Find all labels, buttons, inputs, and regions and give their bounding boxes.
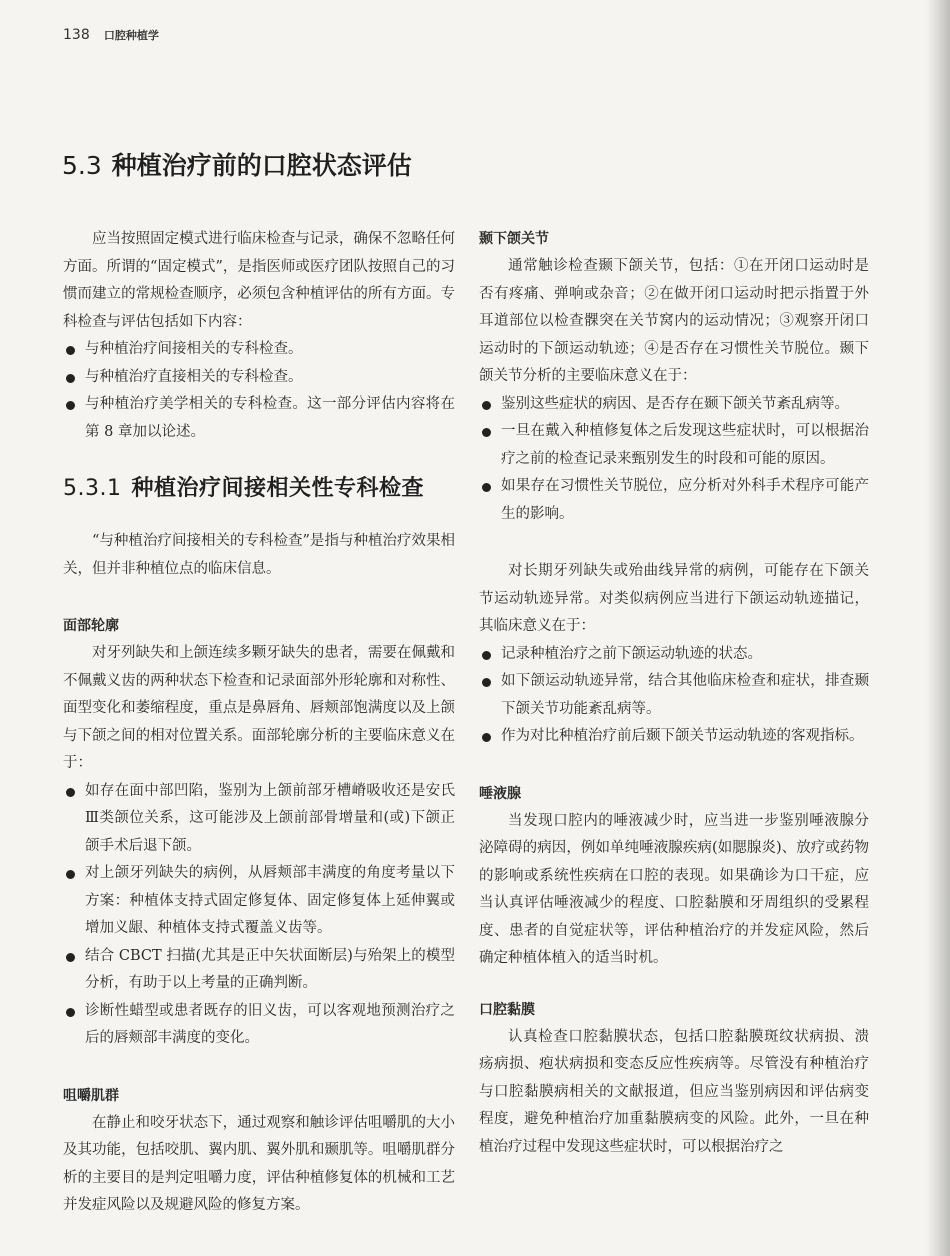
oral-mucosa-heading: 口腔黏膜	[479, 1001, 535, 1018]
left-column	[63, 226, 455, 1220]
subsection-number: 5.3.1	[63, 476, 122, 501]
list-item	[63, 998, 455, 1053]
tmj-heading: 颞下颌关节	[479, 231, 549, 247]
list-item	[63, 778, 455, 861]
bullet-icon	[66, 870, 75, 879]
list-item-text: 记录种植治疗之前下颌运动轨迹的状态。	[501, 645, 762, 662]
list-item	[479, 668, 869, 723]
list-item-text: 一旦在戴入种植修复体之后发现这些症状时，可以根据治疗之前的检查记录来甄别发生的时段和可能的原因。	[501, 423, 869, 467]
bullet-icon	[66, 1008, 75, 1017]
page-number: 138	[63, 27, 90, 43]
facial-contour-bullet-list	[63, 778, 455, 1053]
subsection-heading	[63, 474, 455, 504]
bullet-icon	[66, 374, 75, 383]
facial-contour-heading: 面部轮廓	[63, 618, 119, 634]
list-item-text: 如果存在习惯性关节脱位，应分析对外科手术程序可能产生的影响。	[501, 478, 869, 522]
salivary-gland-paragraph: 当发现口腔内的唾液减少时，应当进一步鉴别唾液腺分泌障碍的病因，例如单纯唾液腺疾病(如腮腺炎)、放疗或药物的影响或系统性疾病在口腔的表现。如果确诊为口干症，应当认真评估唾液减少的程度、口腔黏膜和牙周组织的受累程度、患者的自觉症状等，评估种植治疗的并发症风险，然后确定种植体植入的适当时机。	[479, 812, 869, 966]
list-item-text: 作为对比种植治疗前后颞下颌关节运动轨迹的客观指标。	[501, 728, 864, 744]
page-edge-shadow	[926, 0, 950, 1256]
bullet-icon	[66, 953, 75, 962]
intro-bullet-list	[63, 336, 455, 446]
list-item	[63, 364, 455, 392]
bullet-icon	[482, 678, 491, 687]
subsection-intro-paragraph: “与种植治疗间接相关的专科检查”是指与种植治疗效果相关，但并非种植位点的临床信息。	[63, 533, 455, 577]
bullet-icon	[66, 788, 75, 797]
list-item-text: 与种植治疗直接相关的专科检查。	[85, 368, 303, 385]
bullet-icon	[66, 346, 75, 355]
list-item	[63, 860, 455, 943]
list-item-text: 对上颌牙列缺失的病例，从唇颊部丰满度的角度考量以下方案：种植体支持式固定修复体、固定修复体上延伸翼或增加义龈、种植体支持式覆盖义齿等。	[85, 865, 455, 936]
section-heading	[62, 146, 412, 182]
list-item	[479, 473, 869, 528]
subsection-title-text: 种植治疗间接相关性专科检查	[131, 476, 424, 501]
facial-contour-paragraph: 对牙列缺失和上颌连续多颗牙缺失的患者，需要在佩戴和不佩戴义齿的两种状态下检查和记录面部外形轮廓和对称性、面型变化和萎缩程度，重点是鼻唇角、唇颊部饱满度以及上颌与下颌之间的相对位置关系。面部轮廓分析的主要临床意义在于：	[63, 645, 455, 771]
list-item	[479, 723, 869, 751]
bullet-icon	[66, 401, 75, 410]
masticatory-muscles-paragraph: 在静止和咬牙状态下，通过观察和触诊评估咀嚼肌的大小及其功能，包括咬肌、翼内肌、翼外肌和颞肌等。咀嚼肌群分析的主要目的是判定咀嚼力度，评估种植修复体的机械和工艺并发症风险以及规避风险的修复方案。	[63, 1114, 455, 1213]
list-item-text: 鉴别这些症状的病因、是否存在颞下颌关节紊乱病等。	[501, 395, 849, 412]
list-item	[63, 336, 455, 364]
bullet-icon	[482, 428, 491, 437]
list-item-text: 与种植治疗间接相关的专科检查。	[85, 341, 303, 357]
list-item-text: 如下颌运动轨迹异常，结合其他临床检查和症状，排查颞下颌关节功能紊乱病等。	[501, 673, 869, 717]
bullet-icon	[482, 651, 491, 660]
tmj-bullet-list	[479, 391, 869, 529]
bullet-icon	[482, 733, 491, 742]
section-title-text: 种植治疗前的口腔状态评估	[111, 151, 412, 180]
salivary-gland-heading: 唾液腺	[479, 785, 521, 802]
right-column	[479, 226, 869, 1161]
list-item-text: 结合 CBCT 扫描(尤其是正中矢状面断层)与殆架上的模型分析，有助于以上考量的正确判断。	[85, 947, 455, 991]
section-number: 5.3	[62, 151, 102, 180]
bullet-icon	[482, 401, 491, 410]
tmj-trajectory-bullet-list	[479, 641, 869, 751]
list-item-text: 诊断性蜡型或患者既存的旧义齿，可以客观地预测治疗之后的唇颊部丰满度的变化。	[85, 1002, 455, 1046]
masticatory-muscles-heading: 咀嚼肌群	[63, 1087, 119, 1104]
intro-paragraph: 应当按照固定模式进行临床检查与记录，确保不忽略任何方面。所谓的“固定模式”，是指医师或医疗团队按照自己的习惯而建立的常规检查顺序，必须包含种植评估的所有方面。专科检查与评估包括如下内容：	[63, 231, 455, 330]
list-item	[63, 391, 455, 446]
list-item	[479, 418, 869, 473]
running-header	[63, 27, 159, 43]
list-item	[63, 943, 455, 998]
bullet-icon	[482, 483, 491, 492]
list-item	[479, 641, 869, 669]
tmj-trajectory-paragraph: 对长期牙列缺失或殆曲线异常的病例，可能存在下颌关节运动轨迹异常。对类似病例应当进行下颌运动轨迹描记，其临床意义在于：	[479, 563, 869, 634]
list-item	[479, 391, 869, 419]
oral-mucosa-paragraph: 认真检查口腔黏膜状态，包括口腔黏膜斑纹状病损、溃疡病损、疱状病损和变态反应性疾病等。尽管没有种植治疗与口腔黏膜病相关的文献报道，但应当鉴别病因和评估病变程度，避免种植治疗加重黏膜病变的风险。此外，一旦在种植治疗过程中发现这些症状时，可以根据治疗之	[479, 1028, 869, 1155]
list-item-text: 与种植治疗美学相关的专科检查。这一部分评估内容将在第 8 章加以论述。	[85, 396, 455, 440]
book-title: 口腔种植学	[103, 29, 159, 42]
list-item-text: 如存在面中部凹陷，鉴别为上颌前部牙槽嵴吸收还是安氏Ⅲ类颌位关系，这可能涉及上颌前部骨增量和(或)下颌正颌手术后退下颌。	[85, 782, 455, 854]
tmj-paragraph: 通常触诊检查颞下颌关节，包括：①在开闭口运动时是否有疼痛、弹响或杂音；②在做开闭口运动时把示指置于外耳道部位以检查髁突在关节窝内的运动情况；③观察开闭口运动时的下颌运动轨迹；④是否存在习惯性关节脱位。颞下颌关节分析的主要临床意义在于：	[479, 258, 869, 384]
